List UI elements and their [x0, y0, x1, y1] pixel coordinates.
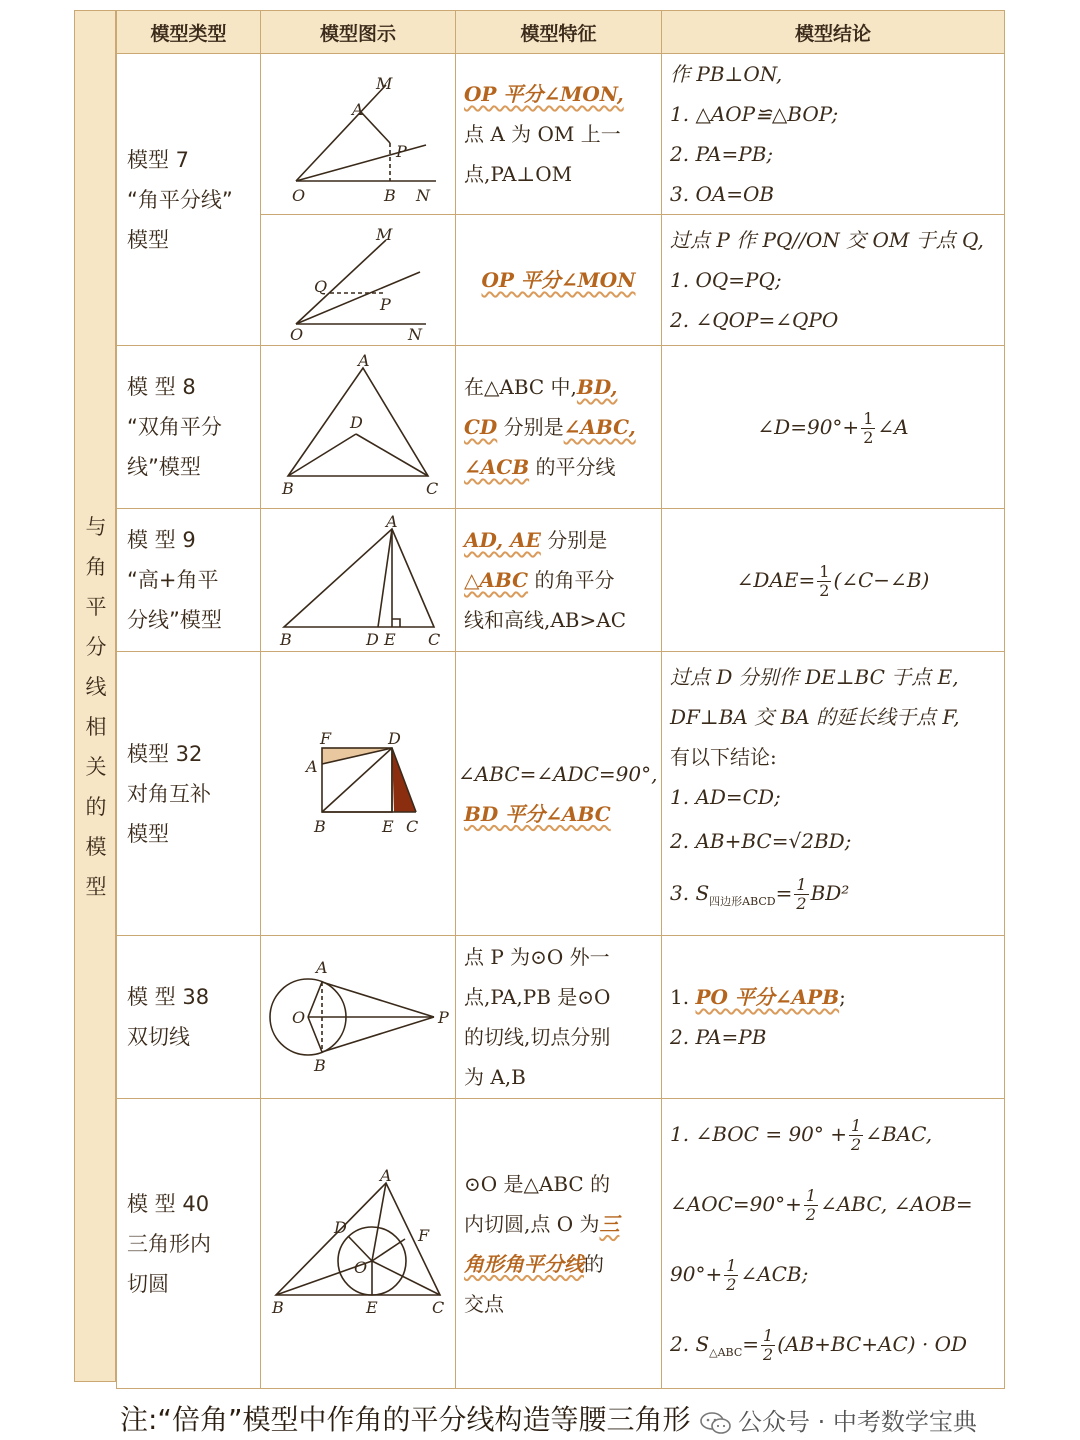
svg-text:A: A — [306, 756, 318, 776]
model-9-figure — [261, 509, 456, 652]
model-table — [116, 10, 1005, 1389]
model-7a-conclusion: 作 PB⊥ON, 1. △AOP≌△BOP; 2. PA=PB; 3. OA=OB — [662, 54, 1005, 215]
incircle-diagram — [266, 1169, 451, 1319]
svg-text:C: C — [406, 816, 419, 836]
supplementary-angles-diagram — [268, 724, 448, 864]
model-40-conclusion: 1. ∠BOC = 90° + $\frac{1}{2}$ ∠BAC, ∠AOC=90°+ $\frac{1}{2}$ ∠ABC, ∠AOB= 90°+ $\frac{1}{2}$ ∠ACB; 2. $S_{\triangle ABC}=$ $\frac{1}{2}$ (AB+BC+AC) · OD — [662, 1099, 1005, 1389]
side-char: 型 — [85, 875, 107, 899]
model-8-figure — [261, 346, 456, 509]
side-char: 的 — [85, 795, 107, 819]
model-7b-feature: OP 平分∠MON — [456, 215, 662, 346]
svg-text:D: D — [333, 1217, 347, 1237]
model-9-feature: AD, AE 分别是 △ABC 的角平分 线和高线,AB>AC — [456, 509, 662, 652]
header-conclusion: 模型结论 — [662, 11, 1005, 54]
model-32-figure — [261, 652, 456, 936]
model-38-type: 模 型 38 双切线 — [117, 936, 261, 1099]
svg-text:A: A — [386, 512, 398, 531]
model-9-conclusion: ∠DAE= $\frac{1}{2}$ (∠C−∠B) — [662, 509, 1005, 652]
header-figure: 模型图示 — [261, 11, 456, 54]
svg-text:E: E — [384, 629, 396, 648]
side-category-label — [74, 10, 116, 1382]
svg-text:D: D — [388, 728, 401, 748]
svg-text:O: O — [290, 324, 304, 343]
svg-text:E: E — [365, 1297, 378, 1317]
model-40-figure — [261, 1099, 456, 1389]
model-7b-figure — [261, 215, 456, 346]
svg-text:P: P — [380, 294, 391, 314]
side-char: 分 — [85, 635, 107, 659]
model-9-type: 模 型 9 “高+角平 分线”模型 — [117, 509, 261, 652]
svg-text:B: B — [313, 1056, 326, 1075]
angle-bisector-diagram — [268, 59, 448, 209]
footnote: 注:“倍角”模型中作角的平分线构造等腰三角形 — [120, 1403, 691, 1436]
side-char: 相 — [85, 715, 107, 739]
model-8-type: 模 型 8 “双角平分 线”模型 — [117, 346, 261, 509]
table-row — [117, 54, 1005, 215]
side-char: 平 — [85, 595, 107, 619]
model-32-feature: ∠ABC=∠ADC=90°, BD 平分∠ABC — [456, 652, 662, 936]
table-row — [117, 652, 1005, 936]
table-row — [117, 509, 1005, 652]
svg-text:A: A — [352, 100, 364, 119]
side-char: 角 — [85, 555, 107, 579]
watermark: 公众号 · 中考数学宝典 — [700, 1402, 977, 1437]
wechat-icon — [700, 1411, 732, 1435]
svg-text:B: B — [271, 1297, 284, 1317]
table-row — [117, 346, 1005, 509]
side-char: 关 — [85, 755, 107, 779]
svg-text:O: O — [292, 186, 306, 205]
model-7-type: 模型 7 “角平分线” 模型 — [117, 54, 261, 346]
double-tangent-diagram — [266, 957, 451, 1077]
table-header-row — [117, 11, 1005, 54]
model-40-feature: ⊙O 是△ABC 的 内切圆,点 O 为三 角形角平分线的 交点 — [456, 1099, 662, 1389]
svg-text:M: M — [376, 224, 393, 244]
model-7b-conclusion: 过点 P 作 PQ//ON 交 OM 于点 Q, 1. OQ=PQ; 2. ∠QOP=∠QPO — [662, 215, 1005, 346]
svg-text:P: P — [396, 142, 407, 161]
model-7a-figure — [261, 54, 456, 215]
model-8-conclusion: ∠D=90°+ $\frac{1}{2}$ ∠A — [662, 346, 1005, 509]
model-32-conclusion: 过点 D 分别作 DE⊥BC 于点 E, DF⊥BA 交 BA 的延长线于点 F, 有以下结论: 1. AD=CD; 2. AB+BC=√2BD; 3. $S_{四边形ABCD}=$ $\frac{1}{2}$ BD² — [662, 652, 1005, 936]
svg-text:O: O — [291, 1008, 305, 1027]
svg-text:E: E — [382, 816, 394, 836]
side-char: 与 — [85, 515, 107, 539]
svg-text:B: B — [282, 479, 294, 498]
table-row — [117, 1099, 1005, 1389]
svg-text:N: N — [408, 324, 422, 343]
svg-text:O: O — [353, 1257, 367, 1277]
model-38-feature: 点 P 为⊙O 外一 点,PA,PB 是⊙O 的切线,切点分别 为 A,B — [456, 936, 662, 1099]
svg-text:C: C — [426, 479, 439, 498]
svg-text:F: F — [320, 728, 332, 748]
table-row — [117, 936, 1005, 1099]
svg-text:P: P — [437, 1008, 449, 1027]
model-38-conclusion: 1. PO 平分∠APB; 2. PA=PB — [662, 936, 1005, 1099]
side-char: 模 — [85, 835, 107, 859]
svg-text:D: D — [350, 413, 363, 432]
model-32-type: 模型 32 对角互补 模型 — [117, 652, 261, 936]
svg-text:M: M — [376, 74, 393, 93]
svg-text:B: B — [280, 629, 292, 648]
svg-text:N: N — [416, 186, 430, 205]
model-38-figure — [261, 936, 456, 1099]
svg-text:A: A — [379, 1168, 392, 1185]
header-type: 模型类型 — [117, 11, 261, 54]
model-40-type: 模 型 40 三角形内 切圆 — [117, 1099, 261, 1389]
header-feature: 模型特征 — [456, 11, 662, 54]
svg-text:Q: Q — [314, 276, 328, 296]
double-bisector-diagram — [268, 352, 448, 502]
altitude-bisector-diagram — [268, 513, 448, 648]
side-char: 线 — [85, 675, 107, 699]
svg-text:F: F — [417, 1225, 429, 1245]
svg-text:D: D — [366, 629, 379, 648]
svg-text:C: C — [431, 1297, 444, 1317]
svg-text:B: B — [314, 816, 326, 836]
svg-text:B: B — [384, 186, 396, 205]
bisector-parallel-diagram — [268, 218, 448, 343]
model-8-feature: 在△ABC 中,BD, CD 分别是∠ABC, ∠ACB 的平分线 — [456, 346, 662, 509]
svg-text:A: A — [315, 958, 328, 977]
svg-text:A: A — [358, 352, 370, 370]
model-7a-feature: OP 平分∠MON, 点 A 为 OM 上一 点,PA⊥OM — [456, 54, 662, 215]
svg-text:C: C — [428, 629, 441, 648]
